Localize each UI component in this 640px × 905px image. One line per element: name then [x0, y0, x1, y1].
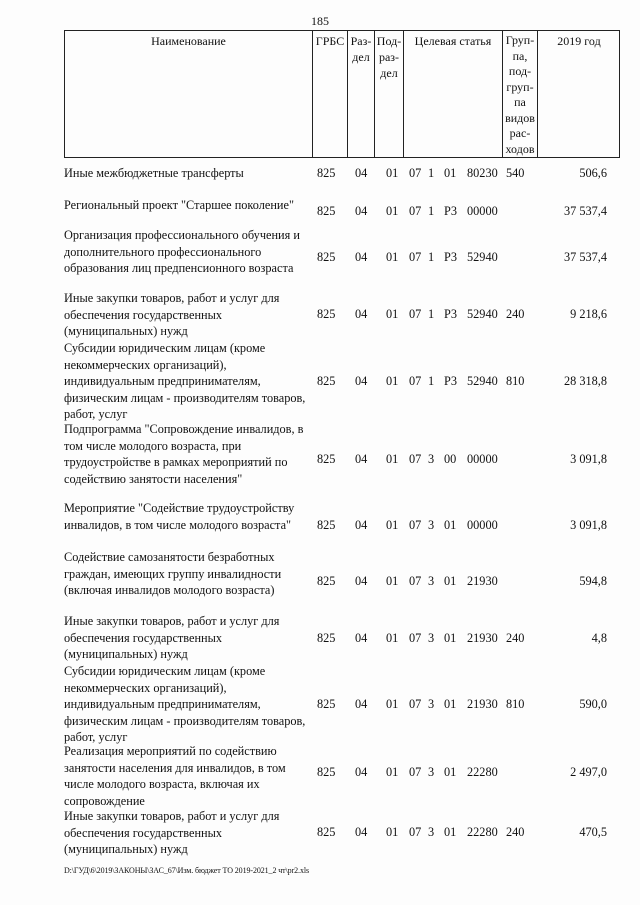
row-razdel: 04 [355, 307, 368, 321]
row-group: 540 [506, 166, 525, 180]
row-target-program: 07 [409, 518, 422, 532]
row-razdel: 04 [355, 574, 368, 588]
page-number: 185 [311, 14, 329, 28]
row-sum: 3 091,8 [570, 518, 607, 532]
row-razdel: 04 [355, 204, 368, 218]
row-grbs: 825 [317, 765, 336, 779]
header-group: Груп- па, под- груп- па видов рас- ходов [503, 31, 538, 157]
row-razdel: 04 [355, 374, 368, 388]
row-target-event: 01 [444, 765, 457, 779]
row-grbs: 825 [317, 374, 336, 388]
row-podrazdel: 01 [386, 765, 399, 779]
row-podrazdel: 01 [386, 204, 399, 218]
row-grbs: 825 [317, 518, 336, 532]
row-group: 240 [506, 825, 525, 839]
row-name: Субсидии юридическим лицам (кроме некоммерческих организаций), индивидуальным предпринимателям, физическим лицам - производителям товаров, работ, услуг [64, 664, 306, 744]
row-target-direction: 21930 [467, 631, 498, 645]
row-group: 240 [506, 307, 525, 321]
row-target-subprogram: 3 [428, 631, 435, 645]
row-target-event: 01 [444, 518, 457, 532]
row-podrazdel: 01 [386, 250, 399, 264]
row-target-direction: 52940 [467, 374, 498, 388]
row-name: Иные закупки товаров, работ и услуг для обеспечения государственных (муниципальных) нужд [64, 614, 280, 661]
row-target-subprogram: 3 [428, 574, 435, 588]
row-target-program: 07 [409, 765, 422, 779]
row-podrazdel: 01 [386, 307, 399, 321]
row-grbs: 825 [317, 204, 336, 218]
row-group: 810 [506, 374, 525, 388]
row-target-event: 00 [444, 452, 457, 466]
row-podrazdel: 01 [386, 452, 399, 466]
row-target-program: 07 [409, 374, 422, 388]
row-target-direction: 80230 [467, 166, 498, 180]
row-target-direction: 21930 [467, 697, 498, 711]
row-target-event: Р3 [444, 204, 457, 218]
row-sum: 470,5 [579, 825, 607, 839]
row-razdel: 04 [355, 825, 368, 839]
row-target-program: 07 [409, 452, 422, 466]
header-year: 2019 год [557, 34, 601, 48]
row-sum: 3 091,8 [570, 452, 607, 466]
header-target: Целевая статья [404, 31, 503, 157]
row-target-direction: 21930 [467, 574, 498, 588]
row-target-direction: 00000 [467, 204, 498, 218]
row-razdel: 04 [355, 452, 368, 466]
header-podrazdel: Под- раз- дел [375, 31, 404, 157]
row-target-program: 07 [409, 250, 422, 264]
row-grbs: 825 [317, 697, 336, 711]
row-name: Иные закупки товаров, работ и услуг для обеспечения государственных (муниципальных) нужд [64, 809, 280, 856]
row-target-direction: 00000 [467, 518, 498, 532]
row-target-event: 01 [444, 697, 457, 711]
row-name: Организация профессионального обучения и дополнительного профессионального образования лиц предпенсионного возраста [64, 228, 300, 275]
row-target-program: 07 [409, 307, 422, 321]
file-path-footer: D:\ГУД\6\2019\ЗАКОНЫ\ЗАС_67\Изм. бюджет ТО 2019-2021_2 чт\pr2.xls [64, 866, 309, 875]
row-razdel: 04 [355, 631, 368, 645]
row-target-direction: 52940 [467, 250, 498, 264]
row-target-subprogram: 1 [428, 166, 435, 180]
row-target-event: Р3 [444, 250, 457, 264]
row-razdel: 04 [355, 518, 368, 532]
header-razdel: Раз- дел [348, 31, 375, 157]
row-target-direction: 00000 [467, 452, 498, 466]
row-target-program: 07 [409, 204, 422, 218]
row-razdel: 04 [355, 697, 368, 711]
row-sum: 9 218,6 [570, 307, 607, 321]
row-target-event: 01 [444, 574, 457, 588]
row-target-subprogram: 3 [428, 697, 435, 711]
row-name: Содействие самозанятости безработных граждан, имеющих группу инвалидности (включая инвалидов молодого возраста) [64, 550, 282, 597]
row-target-program: 07 [409, 574, 422, 588]
row-podrazdel: 01 [386, 825, 399, 839]
row-podrazdel: 01 [386, 166, 399, 180]
row-podrazdel: 01 [386, 518, 399, 532]
row-name: Мероприятие "Содействие трудоустройству инвалидов, в том числе молодого возраста" [64, 501, 295, 532]
row-target-subprogram: 3 [428, 825, 435, 839]
table-header [64, 30, 620, 158]
row-grbs: 825 [317, 250, 336, 264]
row-target-program: 07 [409, 631, 422, 645]
row-sum: 590,0 [579, 697, 607, 711]
row-target-program: 07 [409, 166, 422, 180]
row-sum: 37 537,4 [563, 204, 607, 218]
row-target-event: Р3 [444, 374, 457, 388]
header-name: Наименование [65, 31, 313, 157]
row-target-subprogram: 1 [428, 250, 435, 264]
row-sum: 37 537,4 [563, 250, 607, 264]
row-target-event: 01 [444, 166, 457, 180]
row-grbs: 825 [317, 631, 336, 645]
header-grbs: ГРБС [313, 31, 348, 157]
row-grbs: 825 [317, 166, 336, 180]
row-target-subprogram: 1 [428, 374, 435, 388]
row-group: 810 [506, 697, 525, 711]
row-name: Иные закупки товаров, работ и услуг для обеспечения государственных (муниципальных) нужд [64, 291, 280, 338]
row-name: Региональный проект "Старшее поколение" [64, 198, 294, 212]
row-target-subprogram: 1 [428, 307, 435, 321]
row-target-direction: 52940 [467, 307, 498, 321]
row-grbs: 825 [317, 452, 336, 466]
row-group: 240 [506, 631, 525, 645]
row-target-subprogram: 3 [428, 452, 435, 466]
row-target-subprogram: 3 [428, 765, 435, 779]
row-grbs: 825 [317, 307, 336, 321]
row-sum: 4,8 [591, 631, 607, 645]
row-razdel: 04 [355, 250, 368, 264]
row-target-event: Р3 [444, 307, 457, 321]
row-target-event: 01 [444, 631, 457, 645]
row-name: Иные межбюджетные трансферты [64, 166, 244, 180]
row-target-subprogram: 3 [428, 518, 435, 532]
row-name: Субсидии юридическим лицам (кроме некоммерческих организаций), индивидуальным предпринимателям, физическим лицам - производителям товаров, работ, услуг [64, 341, 306, 421]
row-podrazdel: 01 [386, 631, 399, 645]
row-grbs: 825 [317, 574, 336, 588]
row-target-event: 01 [444, 825, 457, 839]
row-target-program: 07 [409, 825, 422, 839]
row-podrazdel: 01 [386, 574, 399, 588]
row-target-direction: 22280 [467, 825, 498, 839]
row-target-subprogram: 1 [428, 204, 435, 218]
row-sum: 594,8 [579, 574, 607, 588]
row-razdel: 04 [355, 166, 368, 180]
row-target-program: 07 [409, 697, 422, 711]
row-podrazdel: 01 [386, 374, 399, 388]
row-name: Реализация мероприятий по содействию занятости населения для инвалидов, в том числе молодого возраста, включая их сопровождение [64, 744, 286, 808]
row-podrazdel: 01 [386, 697, 399, 711]
row-name: Подпрограмма "Сопровождение инвалидов, в том числе молодого возраста, при трудоустройстве в рамках мероприятий по содействию занятости населения" [64, 422, 304, 486]
row-sum: 2 497,0 [570, 765, 607, 779]
row-grbs: 825 [317, 825, 336, 839]
row-sum: 28 318,8 [563, 374, 607, 388]
row-target-direction: 22280 [467, 765, 498, 779]
row-razdel: 04 [355, 765, 368, 779]
row-sum: 506,6 [579, 166, 607, 180]
